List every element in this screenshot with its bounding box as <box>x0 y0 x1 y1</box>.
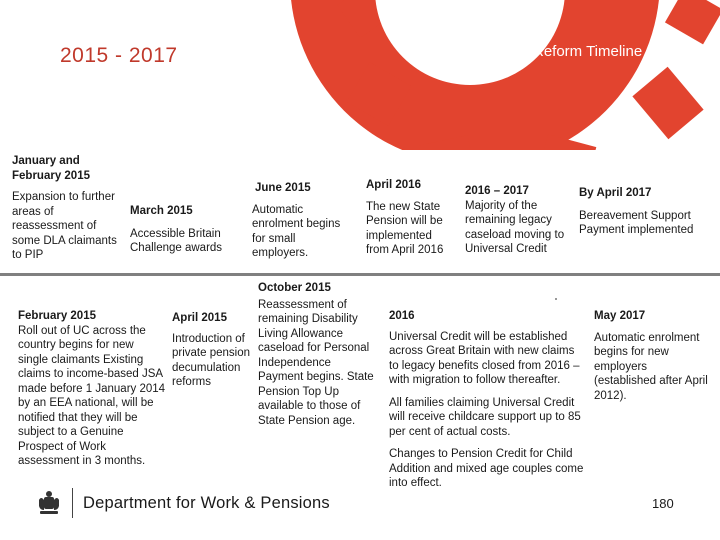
page-number: 180 <box>652 496 674 511</box>
event-text: Introduction of private pension decumulation reforms <box>172 332 250 388</box>
top-event-5 <box>465 184 583 257</box>
page-title: 2015 - 2017 <box>60 44 178 67</box>
logo-divider <box>72 488 73 518</box>
event-date: April 2015 <box>172 312 227 324</box>
event-date: May 2017 <box>594 310 646 322</box>
royal-crest-icon <box>36 488 62 518</box>
event-date: February 2015 <box>18 310 96 322</box>
bottom-event-5 <box>594 309 710 403</box>
event-text: Automatic enrolment begins for small employers. <box>252 203 341 259</box>
event-text: Bereavement Support Payment implemented <box>579 209 694 236</box>
event-text: Accessible Britain Challenge awards <box>130 227 223 254</box>
event-date: By April 2017 <box>579 187 652 199</box>
top-event-1 <box>12 154 122 263</box>
event-text: Reassessment of remaining Disability Living Allowance caseload for Personal Independence Payment begins. State Pension Top Up available to those of State Pension age. <box>258 298 374 427</box>
top-event-2 <box>130 204 240 256</box>
bottom-event-3 <box>258 281 378 428</box>
event-date: June 2015 <box>255 182 311 194</box>
page-subtitle: Reform Timeline <box>533 43 643 60</box>
event-text: Roll out of UC across the country begins for new single claimants Existing claims to income-based JSA made before 1 January 2014 by an EEA national, will be notified that they will be subject to a Genuine Prospect of Work assessment in 3 months. <box>18 324 166 467</box>
event-paragraph: Universal Credit will be established across Great Britain with new claims to legacy benefits closed from 2016 – with migration to follow thereafter. <box>389 330 580 386</box>
event-date: 2016 – 2017 <box>465 185 529 197</box>
top-event-6 <box>579 186 709 238</box>
event-paragraph: Changes to Pension Credit for Child Addition and mixed age couples come into effect. <box>389 448 584 489</box>
timeline-bar <box>0 273 720 276</box>
timeline-marker <box>555 298 557 300</box>
logo-text: Department for Work & Pensions <box>83 493 330 512</box>
event-date: January and February 2015 <box>12 155 90 182</box>
bottom-event-2 <box>172 311 256 390</box>
event-text: Expansion to further areas of reassessment of some DLA claimants to PIP <box>12 191 117 261</box>
event-date: March 2015 <box>130 205 193 217</box>
dwp-logo <box>36 486 330 520</box>
event-text: Majority of the remaining legacy caseload moving to Universal Credit <box>465 199 565 255</box>
bottom-event-4 <box>389 309 587 491</box>
event-text: Automatic enrolment begins for new employers (established after April 2012). <box>594 331 708 402</box>
top-event-4 <box>366 178 458 258</box>
bottom-event-1 <box>18 309 166 469</box>
event-date: April 2016 <box>366 179 421 191</box>
event-date: October 2015 <box>258 282 331 294</box>
event-paragraph: All families claiming Universal Credit will receive childcare support up to 85 per cent of actual costs. <box>389 396 581 438</box>
top-event-3 <box>252 181 352 261</box>
event-text: The new State Pension will be implemented from April 2016 <box>366 200 444 256</box>
event-date: 2016 <box>389 310 415 322</box>
